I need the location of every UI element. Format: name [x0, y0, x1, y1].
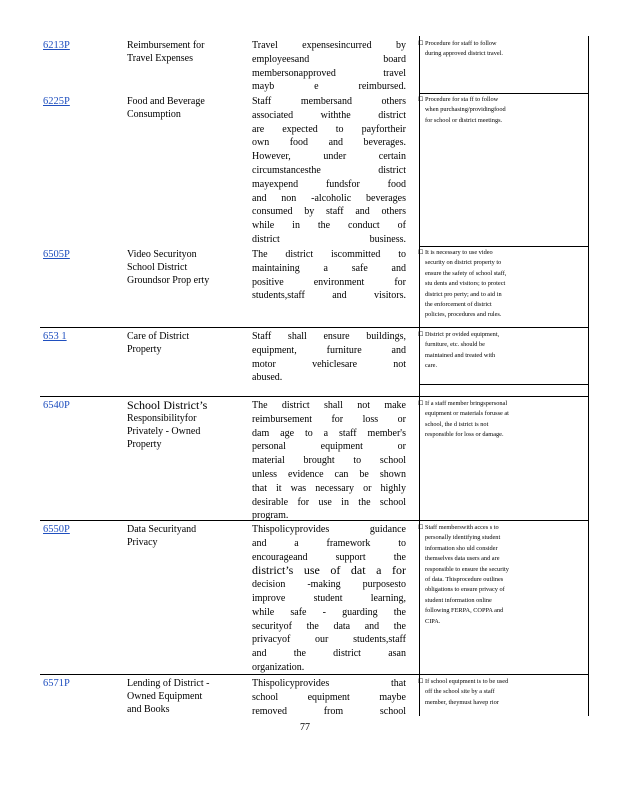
procedure-note: ☐ Procedure for staff to follow during approved district travel. [418, 40, 503, 58]
checkbox-bullet-icon: ☐ [418, 525, 424, 531]
policy-title: Data Securityand Privacy [127, 524, 197, 548]
procedure-note: ☐ It is necessary to use video security on district property to ensure the safety of school staff, stu dents and visitors; to protect district pro perty; and to aid in the enforcement of district policies, procedures and rules. [418, 249, 507, 319]
procedure-note: ☐ Staff memberswith acces s to personally identifying student information sho uld consider themselves data users and are responsible to ensure the security of data. Thisprocedure outlines obligations to ensure privacy of student information online following FERPA, COPPA and CIPA. [418, 524, 509, 625]
policy-description: Travel expensesincurred by employeesand board membersonapproved travel mayb e reimbursed. [252, 40, 406, 93]
procedure-note: ☐ District pr ovided equipment, furniture, etc. should be maintained and treated with care. [418, 331, 500, 370]
policy-description: The district shall not make reimbursement for loss or dam age to a staff member's personal equipment or material brought to school unless evidence can be shown that it was necessary or highly desirable for use in the school program. [252, 400, 406, 522]
table-rule-right [588, 36, 589, 716]
policy-description: Thispolicyprovides guidance and a framework to encourageand support the district’s use of dat a for decision -making purposesto improve student learning, while safe - guarding the securityof the data and the privacyof our students,staff and the district asan organization. [252, 524, 406, 673]
policy-code-link[interactable]: 653 1 [43, 331, 67, 342]
policy-description: Thispolicyprovides that school equipment maybe removed from school [252, 678, 406, 717]
policy-title: Care of District Property [127, 331, 190, 355]
policy-code-link[interactable]: 6550P [43, 524, 70, 535]
procedure-note: ☐ If a staff member bringspersonal equipment or materials forusse at school, the d istrict is not responsible for loss or damage. [418, 400, 509, 439]
policy-description: Staff shall ensure buildings, equipment, furniture and motor vehiclesare not abused. [252, 331, 406, 384]
policy-title: Video Securityon School District Groundsor Prop erty [127, 249, 210, 286]
procedure-note: ☐ If school equipment is to be used off the school site by a staff member, theymust havep rior [418, 678, 509, 706]
policy-code-link[interactable]: 6505P [43, 249, 70, 260]
row-divider [419, 246, 589, 247]
policy-code-link[interactable]: 6213P [43, 40, 70, 51]
table-rule-left [419, 36, 420, 716]
policy-description: Staff membersand others associated withthe district are expected to payfortheir own food and beverages. However, under certain circumstancesthe district mayexpend fundsfor food and non -alcoholic beverages consumed by staff and others while in the conduct of district business. [252, 96, 406, 245]
policy-description: The district iscommitted to maintaining a safe and positive environment for students,staff and visitors. [252, 249, 406, 302]
checkbox-bullet-icon: ☐ [418, 679, 424, 685]
row-divider [419, 384, 589, 385]
page-number: 77 [300, 722, 310, 733]
policy-code-link[interactable]: 6225P [43, 96, 70, 107]
procedure-note: ☐ Procedure for sta ff to follow when purchasing/providingfood for school or district meetings. [418, 96, 506, 124]
checkbox-bullet-icon: ☐ [418, 332, 424, 338]
checkbox-bullet-icon: ☐ [418, 97, 424, 103]
policy-title: Food and Beverage Consumption [127, 96, 205, 120]
policy-title: Lending of District - Owned Equipment and Books [127, 678, 210, 715]
policy-title: Reimbursement for Travel Expenses [127, 40, 205, 64]
row-divider [419, 93, 589, 94]
policy-code: 6571P [43, 678, 70, 689]
row-divider [40, 396, 589, 397]
row-divider [40, 327, 589, 328]
checkbox-bullet-icon: ☐ [418, 41, 424, 47]
policy-code: 6540P [43, 400, 70, 411]
checkbox-bullet-icon: ☐ [418, 250, 424, 256]
policy-title: School District’s Responsibilityfor Privately - Owned Property [127, 398, 208, 450]
checkbox-bullet-icon: ☐ [418, 401, 424, 407]
